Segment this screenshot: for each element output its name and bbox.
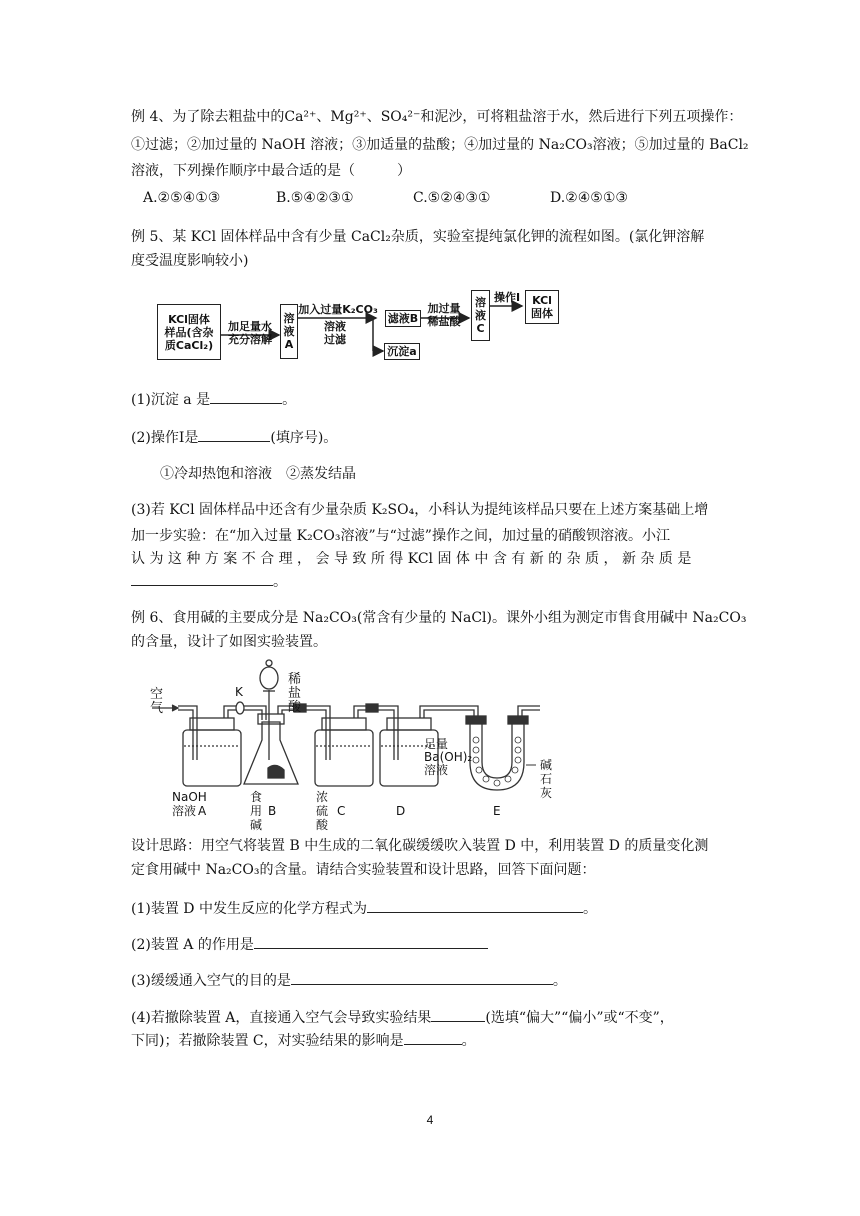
ex4-option-d: D.②④⑤①③ [550, 190, 628, 206]
ex5-q3-line1: (3)若 KCl 固体样品中还含有少量杂质 K₂SO₄，小科认为提纯该样品只要在上述方案基础上增 [131, 502, 709, 518]
label-naoh: NaOH溶液 [172, 790, 207, 818]
ex6-q4-line2 [131, 1030, 476, 1051]
flow-step-k2co3-l1: 加入过量K₂CO₃ [298, 303, 378, 316]
bottle-c [315, 730, 373, 786]
label-valve-k: K [235, 685, 243, 699]
bottle-a [183, 730, 241, 786]
ex6-line1: 例 6、食用碱的主要成分是 Na₂CO₃(常含有少量的 NaCl)。课外小组为测定市售食用碱中 Na₂CO₃ [131, 610, 747, 626]
air-arrow-head [172, 705, 178, 711]
ex6-q2-blank[interactable] [254, 934, 488, 949]
flow-step-hcl-l2: 稀盐酸 [427, 315, 461, 328]
separatory-funnel [260, 667, 278, 689]
ex5-q2-text: (2)操作Ⅰ是 [131, 430, 199, 446]
ex6-q4-blank2[interactable] [404, 1030, 462, 1045]
flow-box-kcl-l1: KCl [532, 294, 552, 307]
label-baoh2-l2: Ba(OH)₂ [424, 750, 473, 764]
ex6-q1 [131, 898, 597, 919]
ex6-q4-line1 [131, 1007, 674, 1028]
label-dilute-hcl: 稀盐酸 [288, 672, 302, 715]
ex6-q3 [131, 970, 567, 991]
ex6-q4-end: 。 [461, 1033, 476, 1049]
flow-box-filtrate-b: 滤液B [385, 310, 421, 327]
ex6-q4-text-c: 下同)；若撤除装置 C，对实验结果的影响是 [131, 1033, 404, 1049]
ex4-line3: 溶液，下列操作顺序中最合适的是（ ） [131, 163, 411, 179]
ex6-q1-blank[interactable] [367, 898, 583, 913]
flow-box-sample-l3: 质CaCl₂) [164, 338, 214, 352]
ex4-option-a: A.②⑤④①③ [143, 190, 221, 206]
letter-c: C [337, 804, 346, 818]
flow-box-precipitate-a: 沉淀a [384, 343, 420, 360]
flow-box-c-l1: 溶 [475, 296, 486, 309]
ex6-q4-blank1[interactable] [431, 1007, 485, 1022]
flow-step-hcl-l1: 加过量 [427, 302, 461, 315]
flow-box-c-l2: 液 [475, 309, 486, 322]
ex6-q2 [131, 934, 488, 955]
letter-a: A [198, 804, 207, 818]
letter-d: D [396, 804, 406, 818]
flow-step-k2co3-l2: 溶液 [324, 320, 346, 333]
flow-step-op1: 操作Ⅰ [493, 291, 521, 304]
label-baoh2 [424, 738, 472, 777]
ex4-option-c: C.⑤②④③① [413, 190, 491, 206]
flow-box-a-l2: 液 [283, 325, 295, 338]
ex6-q4-text-a: (4)若撤除装置 A，直接通入空气会导致实验结果 [131, 1010, 432, 1026]
food-soda [268, 765, 284, 778]
ex4-option-b: B.⑤④②③① [276, 190, 354, 206]
ex6-q3-end: 。 [552, 973, 567, 989]
ex5-q3-line2: 加一步实验：在“加入过量 K₂CO₃溶液”与“过滤”操作之间，加过量的硝酸钡溶液。小江 [131, 528, 670, 544]
ex4-line1: 例 4、为了除去粗盐中的Ca²⁺、Mg²⁺、SO₄²⁻和泥沙，可将粗盐溶于水，然后进行下列五项操作： [131, 109, 743, 125]
ex6-q2-text: (2)装置 A 的作用是 [131, 937, 254, 953]
flow-box-c-l3: C [476, 322, 485, 335]
label-air: 空气 [150, 687, 164, 716]
flow-step-dissolve-l1: 加足量水 [228, 320, 272, 333]
ex6-q1-text: (1)装置 D 中发生反应的化学方程式为 [131, 901, 367, 917]
ex6-q3-blank[interactable] [291, 970, 553, 985]
label-soda-lime: 碱石灰 [540, 758, 553, 800]
ex5-q2-end: (填序号)。 [270, 430, 338, 446]
ex6-q4-text-b: (选填“偏大”“偏小”或“不变”， [485, 1010, 674, 1026]
letter-b: B [268, 804, 277, 818]
ex5-line1: 例 5、某 KCl 固体样品中含有少量 CaCl₂杂质，实验室提纯氯化钾的流程如图。(氯化钾溶解 [131, 229, 705, 245]
page-number: 4 [426, 1113, 434, 1127]
label-baoh2-l1: 足量 [424, 737, 449, 751]
ex6-q1-end: 。 [582, 901, 597, 917]
flow-box-a-l1: 溶 [283, 312, 295, 325]
flow-box-sample-l1: KCl固体 [168, 312, 210, 326]
ex6-design2: 定食用碱中 Na₂CO₃的含量。请结合实验装置和设计思路，回答下面问题： [131, 862, 596, 878]
ex6-q3-text: (3)缓缓通入空气的目的是 [131, 973, 291, 989]
flow-step-k2co3-l3: 过滤 [324, 333, 346, 346]
ex5-q2-options: ①冷却热饱和溶液 ②蒸发结晶 [160, 466, 356, 482]
ex5-line2: 度受温度影响较小) [131, 253, 249, 269]
ex5-q1-text: (1)沉淀 a 是 [131, 392, 211, 408]
ex5-q1-end: 。 [282, 392, 297, 408]
label-baoh2-l3: 溶液 [424, 763, 449, 777]
letter-e: E [493, 804, 501, 818]
flow-box-kcl-l2: 固体 [531, 307, 553, 320]
ex4-line2: ①过滤；②加过量的 NaOH 溶液；③加适量的盐酸；④加过量的 Na₂CO₃溶液；⑤加过量的 BaCl₂ [131, 137, 749, 153]
flow-box-sample-l2: 样品(含杂 [164, 325, 214, 339]
flow-box-a-l3: A [284, 338, 294, 351]
ex5-q3-line3: 认 为 这 种 方 案 不 合 理 ， 会 导 致 所 得 KCl 固 体 中 含 有 新 的 杂 质 ， 新 杂 质 是 [131, 551, 692, 567]
ex5-q3-end: 。 [273, 574, 287, 590]
ex6-design1: 设计思路：用空气将装置 B 中生成的二氧化碳缓缓吹入装置 D 中，利用装置 D 的质量变化测 [131, 838, 709, 854]
ex6-line2: 的含量，设计了如图实验装置。 [131, 634, 327, 650]
label-food-soda: 食用碱 [250, 790, 263, 832]
flow-step-dissolve-l2: 充分溶解 [228, 333, 272, 346]
label-h2so4: 浓硫酸 [316, 790, 329, 832]
